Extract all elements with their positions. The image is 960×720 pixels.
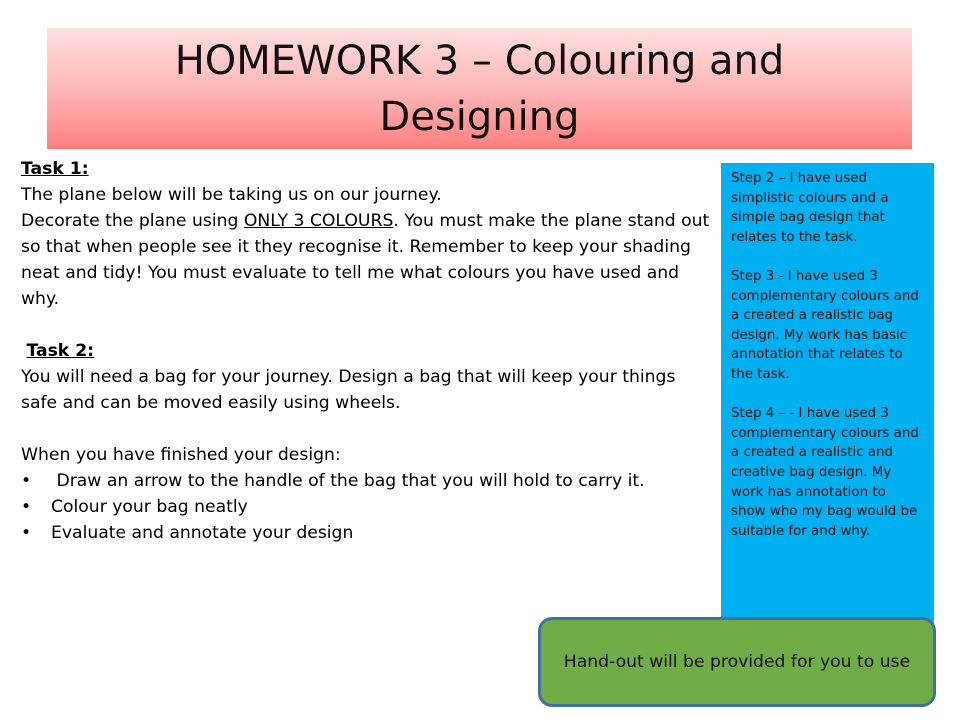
finished-bullet-list xyxy=(21,468,711,546)
page-title: HOMEWORK 3 – Colouring and Designing xyxy=(174,37,785,140)
title-banner xyxy=(47,28,912,149)
bullet-item: • Colour your bag neatly xyxy=(21,494,711,520)
task1-instructions-suffix: . You must make the plane stand out so that when people see it they recognise it. Remember to keep your shading neat and tidy! You must evaluate to tell me what colours you have used and why. xyxy=(21,211,710,309)
task2-heading: Task 2: xyxy=(26,341,95,361)
instructions-panel xyxy=(21,156,711,546)
criteria-step-4: Step 4 – - I have used 3 complementary colours and a created a realistic and creative bag design. My work has annotation to show who my bag would be suitable for and why. xyxy=(731,406,919,539)
task1-instructions-prefix: Decorate the plane using xyxy=(21,211,244,231)
task1-colour-limit: ONLY 3 COLOURS xyxy=(243,211,394,231)
bullet-item: • Evaluate and annotate your design xyxy=(21,520,711,546)
criteria-step-3: Step 3 - I have used 3 complementary colours and a created a realistic bag design. My work has basic annotation that relates to the task. xyxy=(731,268,919,382)
spacer xyxy=(731,247,924,267)
finished-intro: When you have finished your design: xyxy=(21,445,341,465)
spacer xyxy=(21,416,711,442)
spacer xyxy=(21,312,711,338)
task1-instructions xyxy=(21,208,711,312)
success-criteria-box xyxy=(721,163,934,625)
task1-heading: Task 1: xyxy=(21,159,89,179)
criteria-step-2: Step 2 – I have used simplistic colours and a simple bag design that relates to the task. xyxy=(731,171,889,245)
task1-intro: The plane below will be taking us on our journey. xyxy=(21,185,442,205)
task2-heading-row xyxy=(21,338,711,364)
bullet-item: • Draw an arrow to the handle of the bag that you will hold to carry it. xyxy=(21,468,711,494)
handout-notice xyxy=(538,617,936,707)
task2-body: You will need a bag for your journey. Design a bag that will keep your things safe and can be moved easily using wheels. xyxy=(21,367,676,413)
handout-text: Hand-out will be provided for you to use xyxy=(563,652,911,672)
spacer xyxy=(731,385,924,405)
